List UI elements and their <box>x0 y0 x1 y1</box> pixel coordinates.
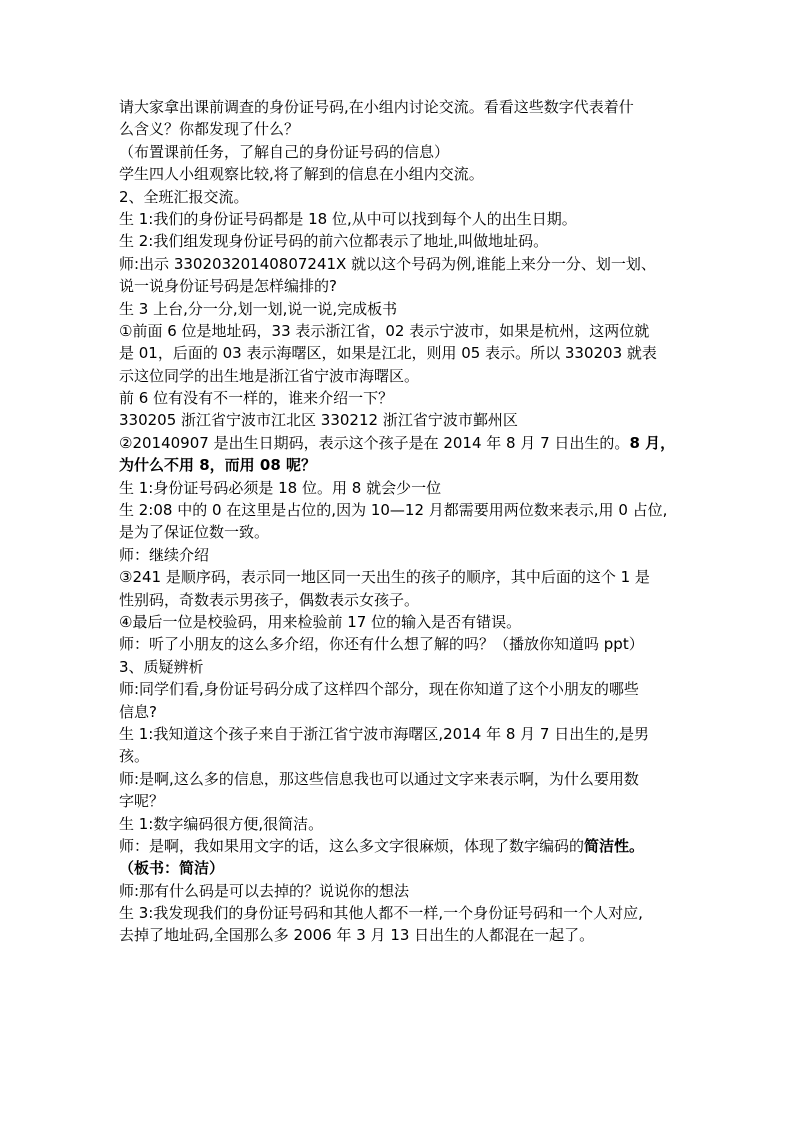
text-line-content: ①前面 6 位是地址码，33 表示浙江省，02 表示宁波市，如果是杭州，这两位就 <box>119 321 650 340</box>
bold-emphasis: 简洁性。 <box>584 836 645 855</box>
text-line <box>119 611 681 633</box>
text-line-content: 师：继续介绍 <box>119 545 210 564</box>
text-line <box>119 745 681 767</box>
text-line <box>119 208 681 230</box>
text-line-content: 师：听了小朋友的这么多介绍，你还有什么想了解的吗？（播放你知道吗 ppt） <box>119 635 644 654</box>
text-line-content: 师:同学们看,身份证号码分成了这样四个部分，现在你知道了这个小朋友的哪些 <box>119 680 639 699</box>
text-line-content: 330205 浙江省宁波市江北区 330212 浙江省宁波市鄞州区 <box>119 411 518 430</box>
text-line-content: 师:是啊,这么多的信息，那这些信息我也可以通过文字来表示啊，为什么要用数 <box>119 769 639 788</box>
text-line-content: 字呢？ <box>119 792 165 811</box>
text-line-content: 师:出示 33020320140807241X 就以这个号码为例,谁能上来分一分、划一划、 <box>119 254 656 273</box>
text-line-content: 为什么不用 8，而用 08 呢？ <box>119 456 316 475</box>
text-line <box>119 477 681 499</box>
text-line-content: 请大家拿出课前调查的身份证号码,在小组内讨论交流。看看这些数字代表着什 <box>119 98 634 116</box>
text-line-content: 前 6 位有没有不一样的，谁来介绍一下？ <box>119 389 394 408</box>
text-line <box>119 835 681 857</box>
text-line <box>119 432 681 454</box>
text-line <box>119 880 681 902</box>
text-line <box>119 409 681 431</box>
text-line-content: 生 1:我们的身份证号码都是 18 位,从中可以找到每个人的出生日期。 <box>119 209 577 228</box>
text-line-content: ②20140907 是出生日期码，表示这个孩子是在 2014 年 8 月 7 日出生的。 <box>119 433 630 452</box>
text-line <box>119 902 681 924</box>
text-line <box>119 790 681 812</box>
text-line <box>119 589 681 611</box>
text-line <box>119 320 681 342</box>
text-line-content: 师：是啊，我如果用文字的话，这么多文字很麻烦，体现了数字编码的 <box>119 836 585 855</box>
text-line-content: 信息? <box>119 702 157 721</box>
text-line-content: 生 1:我知道这个孩子来自于浙江省宁波市海曙区,2014 年 8 月 7 日出生的,是男 <box>119 724 650 743</box>
text-line-content: 生 1:数字编码很方便,很简洁。 <box>119 814 324 833</box>
text-line-content: 示这位同学的出生地是浙江省宁波市海曙区。 <box>119 366 420 385</box>
text-line <box>119 566 681 588</box>
text-line <box>119 387 681 409</box>
text-line <box>119 633 681 655</box>
text-line <box>119 924 681 946</box>
text-line <box>119 230 681 252</box>
text-line-content: 生 2:我们组发现身份证号码的前六位都表示了地址,叫做地址码。 <box>119 232 549 251</box>
text-line <box>119 678 681 700</box>
text-line-content: 2、全班汇报交流。 <box>119 187 249 206</box>
text-line-content: 学生四人小组观察比较,将了解到的信息在小组内交流。 <box>119 165 484 184</box>
text-line-content: （布置课前任务，了解自己的身份证号码的信息） <box>119 142 450 161</box>
text-line <box>119 253 681 275</box>
text-line-content: 是为了保证位数一致。 <box>119 523 270 542</box>
text-line-content: 么含义？你都发现了什么？ <box>119 120 300 139</box>
text-line <box>119 163 681 185</box>
bold-emphasis: 8 月， <box>629 433 676 452</box>
text-line <box>119 186 681 208</box>
text-line-content: （板书：简洁） <box>119 859 225 878</box>
text-line <box>119 454 681 476</box>
text-line-content: 孩。 <box>119 747 150 766</box>
text-line-content: 生 2:08 中的 0 在这里是占位的,因为 10—12 月都需要用两位数来表示,用 0 占位, <box>119 501 668 520</box>
text-line-content: 说一说身份证号码是怎样编排的? <box>119 277 337 296</box>
text-line-content: 师:那有什么码是可以去掉的？说说你的想法 <box>119 881 410 900</box>
text-line-content: 是 01，后面的 03 表示海曙区，如果是江北，则用 05 表示。所以 330203 就表 <box>119 344 657 363</box>
text-line <box>119 857 681 879</box>
text-line-content: ③241 是顺序码，表示同一地区同一天出生的孩子的顺序，其中后面的这个 1 是 <box>119 568 650 587</box>
text-line <box>119 544 681 566</box>
text-line <box>119 342 681 364</box>
text-line-content: 去掉了地址码,全国那么多 2006 年 3 月 13 日出生的人都混在一起了。 <box>119 926 595 945</box>
text-line <box>119 499 681 521</box>
text-line <box>119 365 681 387</box>
text-line <box>119 118 681 140</box>
text-line <box>119 656 681 678</box>
text-line <box>119 275 681 297</box>
text-line <box>119 521 681 543</box>
text-line <box>119 723 681 745</box>
text-line-content: 生 3 上台,分一分,划一划,说一说,完成板书 <box>119 299 398 318</box>
text-line-content: 生 1:身份证号码必须是 18 位。用 8 就会少一位 <box>119 478 442 497</box>
text-line <box>119 701 681 723</box>
document-body <box>119 96 681 947</box>
text-line <box>119 768 681 790</box>
text-line <box>119 813 681 835</box>
text-line-content: 3、质疑辨析 <box>119 657 204 676</box>
text-line <box>119 141 681 163</box>
text-line <box>119 96 681 118</box>
text-line-content: ④最后一位是校验码，用来检验前 17 位的输入是否有错误。 <box>119 612 522 631</box>
text-line-content: 生 3:我发现我们的身份证号码和其他人都不一样,一个身份证号码和一个人对应, <box>119 904 643 923</box>
text-line-content: 性别码，奇数表示男孩子，偶数表示女孩子。 <box>119 590 420 609</box>
text-line <box>119 298 681 320</box>
